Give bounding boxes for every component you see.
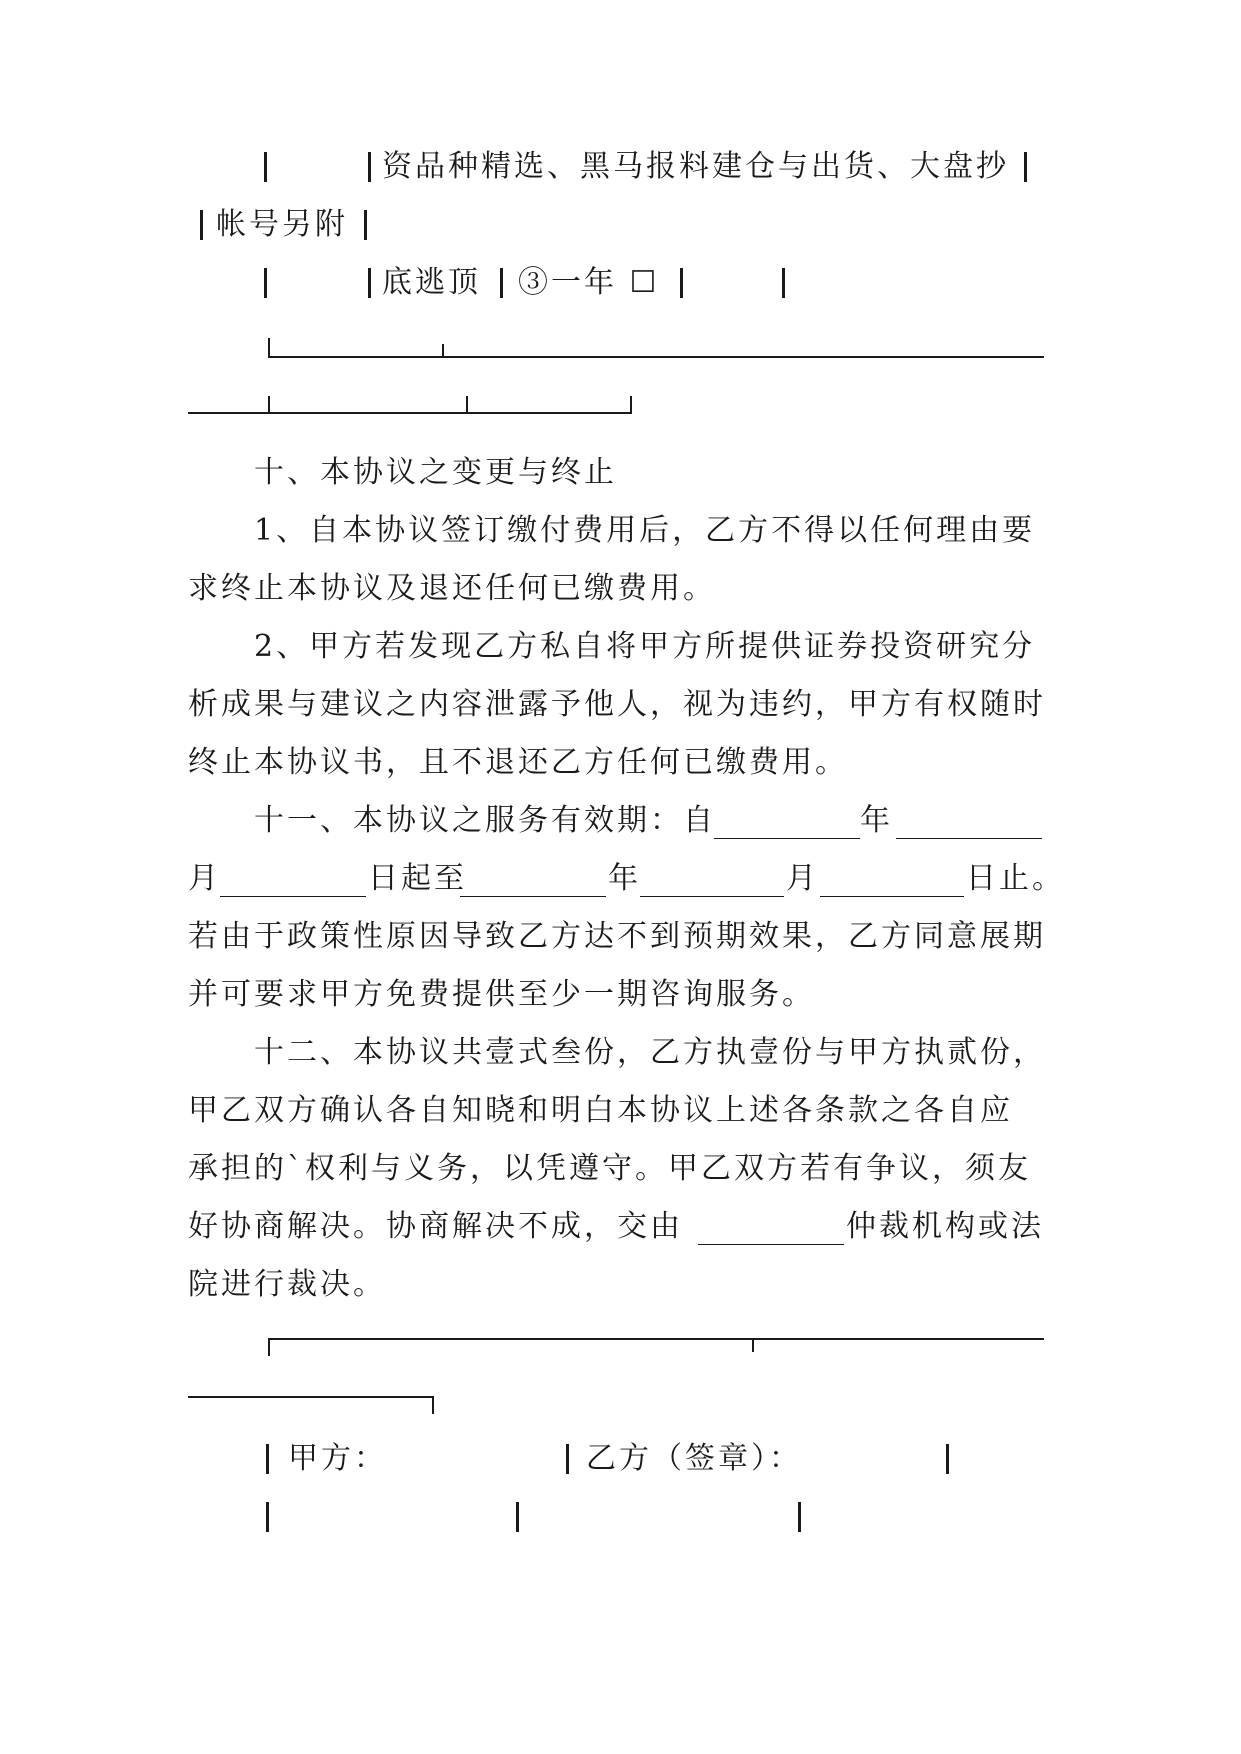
party-b-label: 乙方（签章）： xyxy=(586,1441,802,1476)
paragraph-line: 甲乙双方确认各自知晓和明白本协议上述各条款之各自应 xyxy=(188,1093,1013,1128)
table-border xyxy=(268,396,270,414)
fill-blank xyxy=(640,896,784,897)
table-border xyxy=(268,338,270,358)
paragraph-line: 十一、本协议之服务有效期：自 xyxy=(254,803,716,838)
fill-blank xyxy=(698,1244,844,1245)
table-border xyxy=(268,356,1044,358)
table-cell-text: ③一年 ☐ xyxy=(518,265,660,300)
paragraph-text: 仲裁机构或法 xyxy=(846,1209,1044,1244)
paragraph-line: 求终止本协议及退还任何已缴费用。 xyxy=(188,571,716,606)
table-border xyxy=(946,1444,949,1474)
table-border xyxy=(566,1444,569,1474)
paragraph-line: 2、甲方若发现乙方私自将甲方所提供证券投资研究分 xyxy=(254,629,1036,664)
paragraph-line: 析成果与建议之内容泄露予他人，视为违约，甲方有权随时 xyxy=(188,687,1046,722)
paragraph-line: 承担的`权利与义务，以凭遵守。甲乙双方若有争议，须友 xyxy=(188,1151,1031,1186)
paragraph-text: 年 xyxy=(860,803,893,838)
paragraph-text: 日止。 xyxy=(966,861,1065,896)
paragraph-text: 月 xyxy=(188,861,221,896)
section-heading: 十、本协议之变更与终止 xyxy=(254,455,617,490)
table-cell-text: 帐号另附 xyxy=(216,207,348,242)
table-border xyxy=(188,1396,434,1398)
table-border xyxy=(442,344,444,358)
fill-blank xyxy=(714,838,860,839)
paragraph-text: 年 xyxy=(608,861,641,896)
party-a-label: 甲方： xyxy=(288,1441,387,1476)
table-border xyxy=(782,268,785,298)
table-border xyxy=(1024,152,1027,182)
table-cell-text: 底逃顶 xyxy=(382,265,481,300)
table-border xyxy=(630,396,632,414)
fill-blank xyxy=(460,896,606,897)
paragraph-line: 若由于政策性原因导致乙方达不到预期效果，乙方同意展期 xyxy=(188,919,1046,954)
table-border xyxy=(516,1502,519,1532)
table-border xyxy=(432,1396,434,1414)
table-border xyxy=(500,268,503,298)
table-border xyxy=(798,1502,801,1532)
fill-blank xyxy=(896,838,1042,839)
table-border xyxy=(364,210,367,240)
paragraph-line: 院进行裁决。 xyxy=(188,1267,386,1302)
table-border xyxy=(268,1338,270,1356)
paragraph-text: 日起至 xyxy=(368,861,467,896)
table-border xyxy=(680,268,683,298)
table-border xyxy=(188,412,632,414)
table-border xyxy=(266,1502,269,1532)
paragraph-text: 月 xyxy=(786,861,819,896)
paragraph-line: 1、自本协议签订缴付费用后，乙方不得以任何理由要 xyxy=(254,513,1036,548)
table-border xyxy=(752,1338,754,1352)
paragraph-line: 十二、本协议共壹式叁份，乙方执壹份与甲方执贰份， xyxy=(254,1035,1046,1070)
paragraph-line: 终止本协议书，且不退还乙方任何已缴费用。 xyxy=(188,745,848,780)
table-border xyxy=(268,1338,1044,1340)
paragraph-line: 并可要求甲方免费提供至少一期咨询服务。 xyxy=(188,977,815,1012)
paragraph-text: 好协商解决。协商解决不成，交由 xyxy=(188,1209,683,1244)
fill-blank xyxy=(820,896,964,897)
table-cell-text: 资品种精选、黑马报料建仓与出货、大盘抄 xyxy=(382,149,1009,184)
table-border xyxy=(466,396,468,414)
fill-blank xyxy=(220,896,366,897)
